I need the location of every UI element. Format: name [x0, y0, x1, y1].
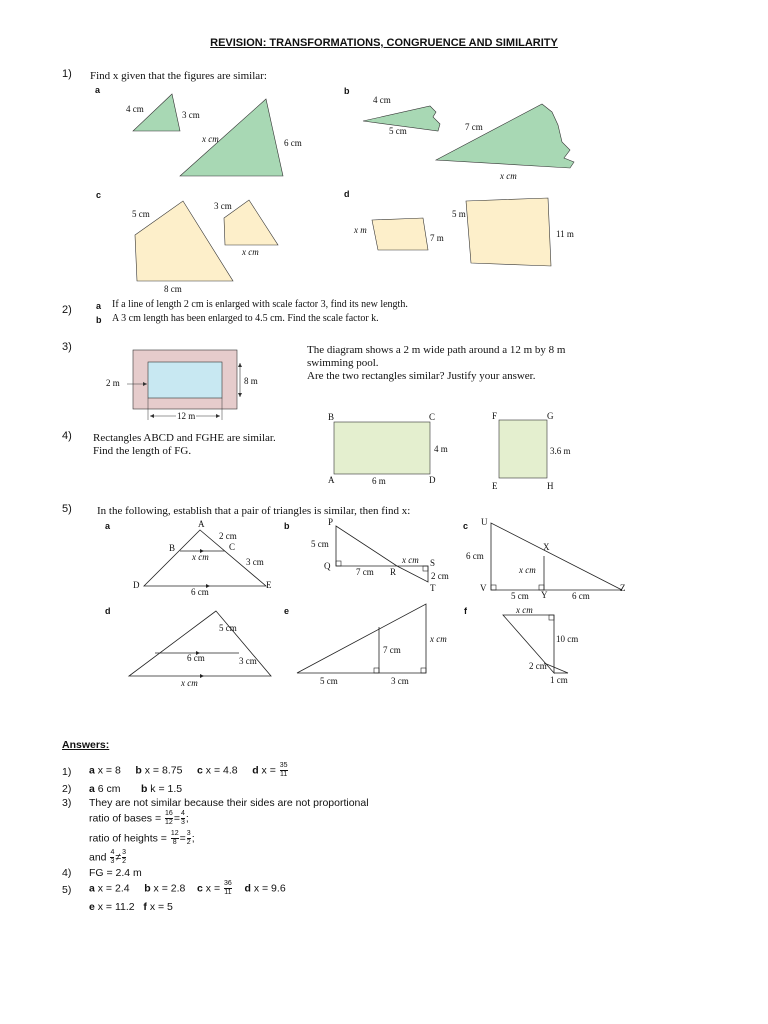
- q1d-large-side1: 5 m: [452, 209, 466, 219]
- q2b-text: A 3 cm length has been enlarged to 4.5 cm. Find the scale factor k.: [112, 313, 379, 324]
- q5a-m1: 2 cm: [219, 531, 237, 541]
- q5a-label: a: [105, 521, 111, 531]
- q5c-m4: 6 cm: [572, 591, 590, 601]
- q3-line1: The diagram shows a 2 m wide path around a 12 m by 8 m: [307, 344, 566, 356]
- q4-vertex-d: D: [429, 475, 436, 485]
- q5a-m2: x cm: [192, 552, 209, 562]
- q4-fgh-label: 3.6 m: [550, 446, 571, 456]
- q5c-label: c: [463, 521, 469, 531]
- q1c-small-side2: x cm: [242, 247, 259, 257]
- page-title: REVISION: TRANSFORMATIONS, CONGRUENCE AND SIMILARITY: [210, 37, 558, 49]
- q5f-m4: 1 cm: [550, 675, 568, 685]
- ans-row3-number: 3): [62, 797, 72, 809]
- q5a-vertex-b: B: [169, 543, 176, 553]
- q5b-label: b: [284, 521, 290, 531]
- q5f-label: f: [464, 606, 467, 616]
- q3-pool-rect: [148, 362, 222, 398]
- q1-number: 1): [62, 68, 72, 80]
- q5c-triangle: [491, 523, 622, 590]
- ans-row3-bases: ratio of bases = $\frac{16}{12}$ = $\frac{4}{3}$ ;: [89, 810, 189, 826]
- q5c-vertex-z: Z: [620, 583, 626, 593]
- q3-path-label: 2 m: [106, 378, 120, 388]
- ans-row3-text: They are not similar because their sides are not proportional: [89, 797, 369, 809]
- q1a-large-side2: 6 cm: [284, 138, 302, 148]
- ans-row4-number: 4): [62, 867, 72, 879]
- q1d-large-side2: 11 m: [556, 229, 574, 239]
- q5e-m4: 3 cm: [391, 676, 409, 686]
- ans-row3-heights: ratio of heights = $\frac{12}{8}$ = $\frac{3}{2}$ ;: [89, 830, 195, 846]
- ans-row5-number: 5): [62, 884, 72, 896]
- q5c-m3: 5 cm: [511, 591, 529, 601]
- q5a-vertex-e: E: [266, 580, 272, 590]
- q5b-vertex-t: T: [430, 583, 436, 593]
- q1c-large-side1: 5 cm: [132, 209, 150, 219]
- q1b-small-side1: 4 cm: [373, 95, 391, 105]
- q1c-large-side2: 8 cm: [164, 284, 182, 294]
- q1b-label: b: [344, 86, 350, 96]
- q5a-m4: 6 cm: [191, 587, 209, 597]
- q5d-triangle: [129, 611, 271, 676]
- q5f-m3: 2 cm: [529, 661, 547, 671]
- q1d-label: d: [344, 189, 350, 199]
- q5c-m1: 6 cm: [466, 551, 484, 561]
- q2a-text: If a line of length 2 cm is enlarged with scale factor 3, find its new length.: [112, 299, 408, 310]
- q1d-large-quad: [466, 198, 551, 266]
- q5c-vertex-v: V: [480, 583, 487, 593]
- q5c-vertex-x: X: [543, 542, 550, 552]
- q5d-m3: 3 cm: [239, 656, 257, 666]
- q5b-vertex-r: R: [390, 567, 397, 577]
- q5d-label: d: [105, 606, 111, 616]
- q2a-label: a: [96, 301, 102, 311]
- q4-vertex-c: C: [429, 412, 436, 422]
- q5b-m1: 5 cm: [311, 539, 329, 549]
- q5d-m1: 5 cm: [219, 623, 237, 633]
- q2-number: 2): [62, 304, 72, 316]
- q5e-m3: 5 cm: [320, 676, 338, 686]
- q5-number: 5): [62, 503, 72, 515]
- q5e-m1: x cm: [430, 634, 447, 644]
- q5b-m4: 2 cm: [431, 571, 449, 581]
- q5b-vertex-s: S: [430, 558, 436, 568]
- q4-line2: Find the length of FG.: [93, 445, 192, 457]
- q5e-m2: 7 cm: [383, 645, 401, 655]
- q4-base-label: 6 m: [372, 476, 386, 486]
- q1a-small-side2: 3 cm: [182, 110, 200, 120]
- q3-height-label: 8 m: [244, 376, 258, 386]
- q5f-m2: 10 cm: [556, 634, 579, 644]
- q5b-m2: x cm: [402, 555, 419, 565]
- q1a-small-side1: 4 cm: [126, 104, 144, 114]
- q5b-triangle-pqr: [336, 526, 397, 566]
- q1d-small-quad: [372, 218, 428, 250]
- q1b-large-side1: 7 cm: [465, 122, 483, 132]
- q1b-large-triangle: [436, 104, 574, 168]
- q5b-vertex-q: Q: [324, 561, 331, 571]
- q5e-label: e: [284, 606, 290, 616]
- q1b-small-side2: 5 cm: [389, 126, 407, 136]
- q3-width-label: 12 m: [177, 411, 196, 421]
- q5a-vertex-a: A: [198, 519, 205, 529]
- q4-vertex-a: A: [328, 475, 335, 485]
- q2b-label: b: [96, 315, 102, 325]
- q4-vertex-h: H: [547, 481, 554, 491]
- q4-rect-fghe: [499, 420, 547, 478]
- q5-text: In the following, establish that a pair of triangles is similar, then find x:: [97, 505, 411, 517]
- q3-line2: swimming pool.: [307, 357, 379, 369]
- answers-heading: Answers:: [62, 739, 110, 751]
- q1c-label: c: [96, 190, 102, 200]
- q1a-label: a: [95, 85, 101, 95]
- q5d-m4: x cm: [181, 678, 198, 688]
- q4-rect-abcd: [334, 422, 430, 474]
- q4-side-label: 4 m: [434, 444, 448, 454]
- q5a-vertex-d: D: [133, 580, 140, 590]
- q1d-small-side2: 7 m: [430, 233, 444, 243]
- q5b-triangle-rst: [397, 566, 428, 582]
- ans-row5: a x = 2.4 b x = 2.8 c x = $\frac{36}{11}$ d x = 9.6: [89, 880, 286, 896]
- ans-row2-number: 2): [62, 783, 72, 795]
- q1c-small-side1: 3 cm: [214, 201, 232, 211]
- q3-number: 3): [62, 341, 72, 353]
- q5d-m2: 6 cm: [187, 653, 205, 663]
- q5c-vertex-y: Y: [541, 590, 548, 600]
- q1d-small-side1: x m: [354, 225, 367, 235]
- ans-row1: a x = 8 b x = 8.75 c x = 4.8 d x = $\frac{35}{11}$: [89, 762, 288, 778]
- q4-vertex-b: B: [328, 412, 335, 422]
- q1c-small-pentagon: [224, 200, 278, 245]
- q5b-vertex-p: P: [328, 517, 334, 527]
- q5a-m3: 3 cm: [246, 557, 264, 567]
- ans-row1-number: 1): [62, 766, 72, 778]
- q1a-large-side1: x cm: [202, 134, 219, 144]
- q4-number: 4): [62, 430, 72, 442]
- q5f-m1: x cm: [516, 605, 533, 615]
- q4-line1: Rectangles ABCD and FGHE are similar.: [93, 432, 276, 444]
- q3-line3: Are the two rectangles similar? Justify your answer.: [307, 370, 536, 382]
- q5a-vertex-c: C: [229, 542, 236, 552]
- q4-vertex-g: G: [547, 411, 554, 421]
- q4-vertex-f: F: [492, 411, 498, 421]
- ans-row4-text: FG = 2.4 m: [89, 867, 142, 879]
- q1-text: Find x given that the figures are similar:: [90, 70, 267, 82]
- ans-row2: a 6 cm b k = 1.5: [89, 783, 183, 795]
- q5b-m3: 7 cm: [356, 567, 374, 577]
- q1b-large-side2: x cm: [500, 171, 517, 181]
- ans-row3-and: and $\frac{4}{3}$ ≠ $\frac{3}{2}$: [89, 849, 127, 865]
- ans-row6: e x = 11.2 f x = 5: [89, 901, 173, 913]
- q5e-triangle: [297, 604, 426, 673]
- q5c-vertex-u: U: [481, 517, 488, 527]
- q5c-m2: x cm: [519, 565, 536, 575]
- q4-vertex-e: E: [492, 481, 498, 491]
